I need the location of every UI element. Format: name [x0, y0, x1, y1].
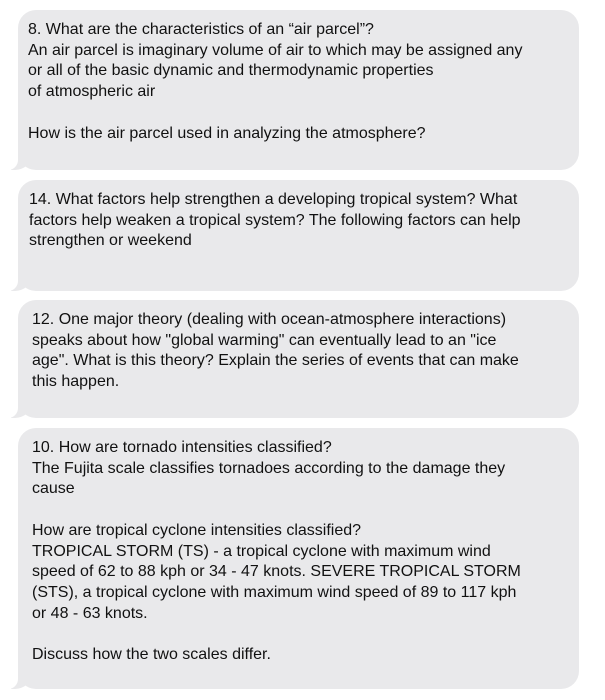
message-line: The Fujita scale classifies tornadoes according to the damage they	[32, 459, 506, 477]
message-line	[32, 624, 567, 645]
message-bubble-intensity-scales[interactable]	[18, 428, 579, 689]
message-line	[32, 500, 567, 521]
message-line: cause	[32, 480, 75, 498]
message-line: strengthen or weekend	[29, 232, 192, 250]
message-line: TROPICAL STORM (TS) - a tropical cyclone with maximum wind	[32, 542, 491, 560]
message-line	[28, 103, 567, 124]
message-line: An air parcel is imaginary volume of air to which may be assigned any	[28, 41, 523, 59]
message-line: of atmospheric air	[28, 83, 156, 101]
message-line: speaks about how "global warming" can eventually lead to an "ice	[32, 331, 497, 349]
message-bubble-ice-age-theory[interactable]	[18, 300, 579, 418]
message-line: or all of the basic dynamic and thermodynamic properties	[28, 62, 434, 80]
message-line: this happen.	[32, 373, 120, 391]
message-bubble-tropical-system[interactable]	[18, 180, 579, 291]
message-line: Discuss how the two scales differ.	[32, 646, 271, 663]
message-line: 10. How are tornado intensities classified?	[32, 439, 332, 456]
message-bubble-air-parcel[interactable]	[18, 10, 579, 170]
message-line: speed of 62 to 88 kph or 34 - 47 knots. SEVERE TROPICAL STORM	[32, 563, 521, 581]
message-line: How are tropical cyclone intensities classified?	[32, 521, 362, 539]
message-line: (STS), a tropical cyclone with maximum wind speed of 89 to 117 kph	[32, 583, 517, 601]
message-line: factors help weaken a tropical system? The following factors can help	[29, 211, 521, 229]
message-line: or 48 - 63 knots.	[32, 604, 148, 622]
message-line: 8. What are the characteristics of an “air parcel”?	[28, 21, 374, 38]
message-line: 14. What factors help strengthen a developing tropical system? What	[29, 191, 518, 208]
message-line: age". What is this theory? Explain the series of events that can make	[32, 352, 519, 370]
message-line: How is the air parcel used in analyzing the atmosphere?	[28, 124, 426, 142]
message-line: 12. One major theory (dealing with ocean-atmosphere interactions)	[32, 311, 507, 328]
